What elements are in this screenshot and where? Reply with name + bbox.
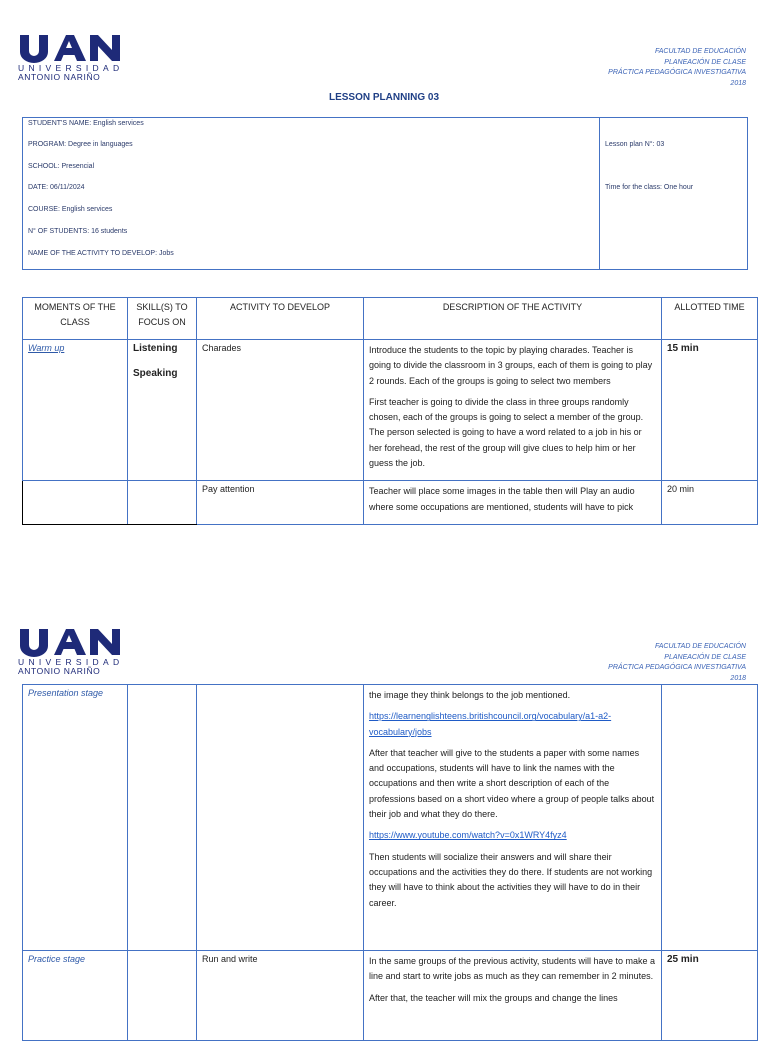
activity-charades: Charades <box>197 340 364 481</box>
logo-name-text: ANTONIO NARIÑO <box>18 72 101 82</box>
time-for-class: Time for the class: One hour <box>605 184 694 191</box>
header-activity: ACTIVITY TO DEVELOP <box>197 298 364 340</box>
student-info-box <box>22 117 748 270</box>
logo-name-text: ANTONIO NARIÑO <box>18 666 101 676</box>
header-line: FACULTAD DE EDUCACIÓN <box>654 643 746 650</box>
moment-practice: Practice stage <box>28 954 86 964</box>
skill-speaking: Speaking <box>133 368 178 379</box>
student-name: STUDENT'S NAME: English services <box>28 120 144 127</box>
university-logo <box>18 627 122 676</box>
description-paragraph: Introduce the students to the topic by playing charades. Teacher is going to divide the classroom in 3 groups, each of them is going to play 2 rounds. Each of the groups is going to select two members <box>369 345 653 386</box>
header-moments: MOMENTS OF THE CLASS <box>23 298 128 340</box>
header-line: PRÁCTICA PEDAGÓGICA INVESTIGATIVA <box>608 664 746 671</box>
logo-university-text: UNIVERSIDAD <box>18 657 124 667</box>
activity-table <box>22 297 758 525</box>
vocabulary-link[interactable]: https://learnenglishteens.britishcouncil.org/vocabulary/a1-a2-vocabulary/jobs <box>369 711 612 737</box>
uan-logo-icon <box>18 627 122 657</box>
activity-pay-attention: Pay attention <box>197 481 364 525</box>
header-line: 2018 <box>730 79 746 87</box>
description-paragraph: the image they think belongs to the job mentioned. <box>369 690 571 700</box>
description-paragraph: After that, the teacher will mix the groups and change the lines <box>369 992 618 1003</box>
school: SCHOOL: Presencial <box>28 163 95 170</box>
description-paragraph: In the same groups of the previous activity, students will have to make a line and start to write jobs as much as they can remember in 2 minutes. <box>369 956 655 982</box>
table-row <box>23 340 758 481</box>
number-of-students: N° OF STUDENTS: 16 students <box>28 228 128 235</box>
header-line: FACULTAD DE EDUCACIÓN <box>654 48 746 55</box>
activity-run-and-write: Run and write <box>197 951 364 1041</box>
description-paragraph: Then students will socialize their answers and will share their occupations and the activities they do there. If students are not working they will have to think about the activities they will have to do in their career. <box>369 851 653 908</box>
skill-listening: Listening <box>133 343 178 354</box>
description-paragraph: After that teacher will give to the students a paper with some names and occupations, students will have to link the names with the occupations and then write a short description of each of the professions based on a short video where a group of people talks about their job and what they do there. <box>369 747 655 820</box>
course: COURSE: English services <box>28 206 113 213</box>
header-line: PRÁCTICA PEDAGÓGICA INVESTIGATIVA <box>608 69 746 76</box>
program: PROGRAM: Degree in languages <box>28 141 133 148</box>
activity-name: NAME OF THE ACTIVITY TO DEVELOP: Jobs <box>28 250 174 257</box>
moment-presentation: Presentation stage <box>28 688 104 698</box>
header-line: PLANEACIÓN DE CLASE <box>664 58 746 66</box>
page-title: LESSON PLANNING 03 <box>328 92 440 103</box>
header-time: ALLOTTED TIME <box>662 298 758 340</box>
header-description: DESCRIPTION OF THE ACTIVITY <box>364 298 662 340</box>
table-row <box>23 951 758 1041</box>
description-paragraph: First teacher is going to divide the class in three groups randomly chosen, each of the groups is going to select a member of the group. The person selected is going to have a word related to a job in his or her forehead, the rest of the group will give clues to help him or her guess the job. <box>369 396 644 469</box>
uan-logo-icon <box>18 33 122 63</box>
logo-university-text: UNIVERSIDAD <box>18 63 124 73</box>
allotted-time: 15 min <box>667 343 699 354</box>
moment-warm-up: Warm up <box>28 343 65 353</box>
header-line: PLANEACIÓN DE CLASE <box>664 653 746 661</box>
date: DATE: 06/11/2024 <box>28 184 85 191</box>
info-divider <box>599 118 600 269</box>
youtube-link[interactable]: https://www.youtube.com/watch?v=0x1WRY4fyz4 <box>369 830 567 841</box>
description-paragraph: Teacher will place some images in the table then will Play an audio where some occupations are mentioned, students will have to pick <box>369 486 635 512</box>
allotted-time: 20 min <box>667 484 695 495</box>
allotted-time: 25 min <box>667 954 699 965</box>
university-logo <box>18 33 122 82</box>
faculty-header <box>608 47 746 89</box>
lesson-plan-number: Lesson plan N°: 03 <box>605 141 665 148</box>
header-skills: SKILL(S) TO FOCUS ON <box>128 298 197 340</box>
activity-table-continued <box>22 684 758 1041</box>
table-row <box>23 481 758 525</box>
table-row <box>23 685 758 951</box>
header-line: 2018 <box>730 674 746 682</box>
faculty-header <box>608 642 746 684</box>
